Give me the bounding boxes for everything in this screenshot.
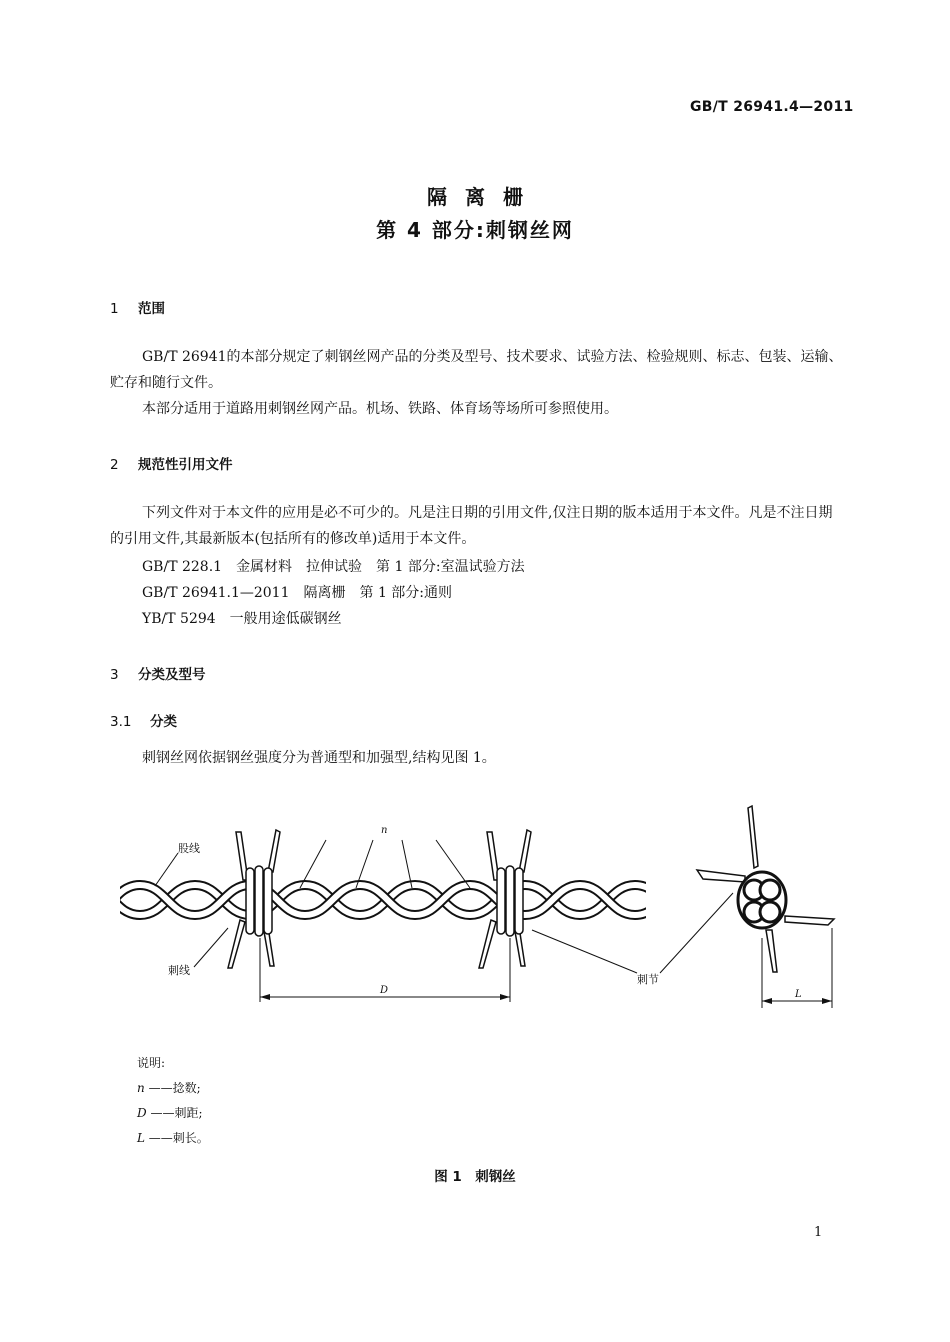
section-1-paragraph-1: GB/T 26941的本部分规定了刺钢丝网产品的分类及型号、技术要求、试验方法、检验规则、标志、包装、运输、贮存和随行文件。 xyxy=(110,349,843,391)
twisted-strands xyxy=(90,885,690,915)
legend-title: 说明: xyxy=(137,1056,166,1070)
legend-item xyxy=(137,1104,203,1121)
barbed-wire-figure xyxy=(0,790,950,1020)
reference-title: 一般用途低碳钢丝 xyxy=(229,611,342,627)
section-1-heading xyxy=(110,297,165,317)
reference-item xyxy=(142,556,525,576)
reference-item xyxy=(142,608,342,628)
legend-symbol: D xyxy=(137,1106,147,1120)
standard-number: GB/T 26941.4—2011 xyxy=(690,99,854,115)
legend-item xyxy=(137,1129,209,1146)
barb-knot-1 xyxy=(228,830,280,968)
reference-code: GB/T 228.1 xyxy=(142,559,223,575)
section-number: 1 xyxy=(110,301,119,317)
legend-text: ——刺长。 xyxy=(148,1131,209,1145)
section-title: 范围 xyxy=(138,301,165,317)
document-title: 隔离栅 xyxy=(427,185,541,209)
label-n: n xyxy=(381,825,388,836)
label-strand: 股线 xyxy=(178,842,200,855)
page-number: 1 xyxy=(814,1225,823,1240)
section-3-1-heading xyxy=(110,710,177,730)
legend-item xyxy=(137,1079,201,1096)
figure-caption: 图 1 刺钢丝 xyxy=(434,1169,516,1185)
section-3-heading xyxy=(110,663,206,683)
section-number: 3 xyxy=(110,667,119,683)
section-1-paragraph-2: 本部分适用于道路用刺钢丝网产品。机场、铁路、体育场等场所可参照使用。 xyxy=(142,401,618,417)
section-number: 2 xyxy=(110,457,119,473)
legend-symbol: n xyxy=(137,1081,145,1095)
section-title: 规范性引用文件 xyxy=(138,457,233,473)
reference-title: 隔离栅 第 1 部分:通则 xyxy=(303,585,453,601)
legend-text: ——捻数; xyxy=(148,1081,201,1095)
reference-code: GB/T 26941.1—2011 xyxy=(142,585,290,601)
section-title: 分类 xyxy=(150,714,177,730)
label-barb-wire: 刺线 xyxy=(168,964,190,977)
barb-knot-2 xyxy=(479,830,531,968)
label-barb-knot: 刺节 xyxy=(637,973,659,986)
barb-side-view xyxy=(697,806,834,1008)
legend-symbol: L xyxy=(137,1131,145,1145)
reference-title: 金属材料 拉伸试验 第 1 部分:室温试验方法 xyxy=(236,559,525,575)
section-3-1-paragraph-1: 刺钢丝网依据钢丝强度分为普通型和加强型,结构见图 1。 xyxy=(142,750,496,766)
label-L: L xyxy=(795,989,802,1000)
section-2-paragraph-1: 下列文件对于本文件的应用是必不可少的。凡是注日期的引用文件,仅注日期的版本适用于本文件。凡是不注日期的引用文件,其最新版本(包括所有的修改单)适用于本文件。 xyxy=(110,505,833,547)
section-title: 分类及型号 xyxy=(138,667,206,683)
label-D: D xyxy=(380,985,389,996)
section-2-heading xyxy=(110,453,233,473)
document-subtitle: 第 4 部分:刺钢丝网 xyxy=(376,218,574,242)
reference-item xyxy=(142,582,452,602)
legend-text: ——刺距; xyxy=(150,1106,203,1120)
reference-code: YB/T 5294 xyxy=(142,611,216,627)
section-number: 3.1 xyxy=(110,714,132,730)
